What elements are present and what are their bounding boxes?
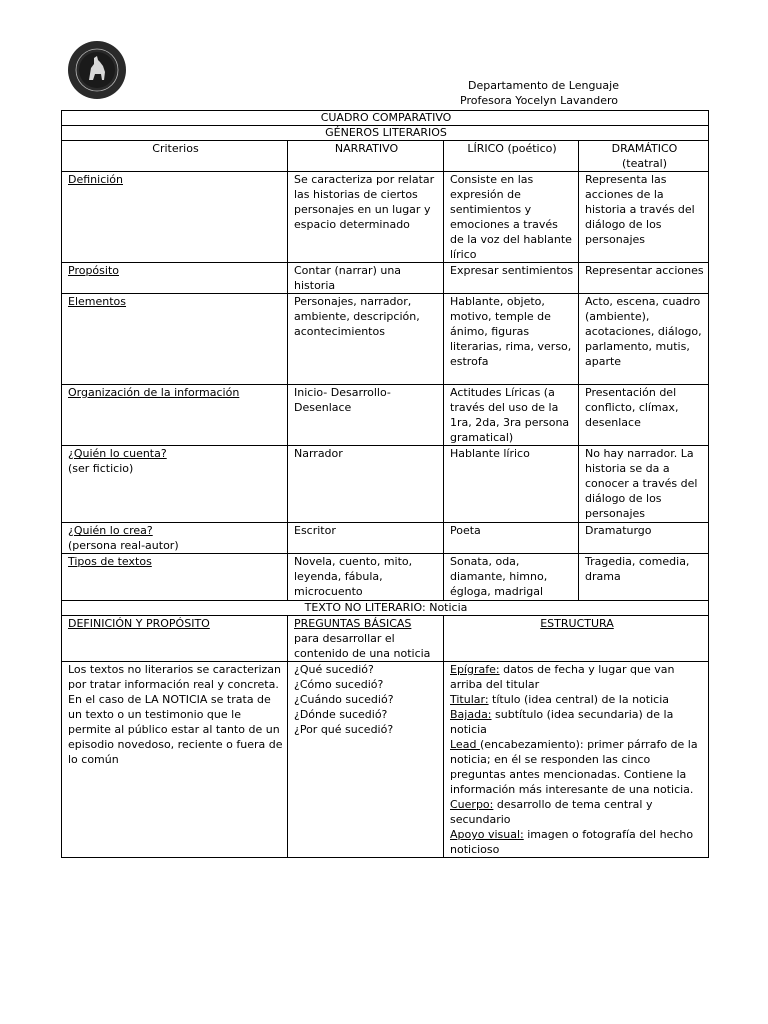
structure-item — [450, 797, 704, 827]
table-cell: Sonata, oda, diamante, himno, égloga, madrigal — [444, 554, 579, 601]
structure-term: Epígrafe: — [450, 663, 500, 676]
table-cell: Tragedia, comedia, drama — [579, 554, 709, 601]
row-label: ¿Quién lo crea? — [68, 524, 153, 537]
row-label-cell — [62, 385, 288, 446]
table-title-row — [62, 111, 709, 126]
table-cell: Escritor — [288, 523, 444, 554]
department-label: Departamento de Lenguaje — [468, 79, 619, 92]
structure-text: (encabezamiento): primer párrafo de la noticia; en él se responden las cinco preguntas antes mencionadas. Contiene la información más interesante de una noticia. — [450, 738, 698, 796]
teacher-label: Profesora Yocelyn Lavandero — [460, 94, 619, 107]
table-cell: Presentación del conflicto, clímax, desenlace — [579, 385, 709, 446]
structure-term: Bajada: — [450, 708, 492, 721]
table-cell: Poeta — [444, 523, 579, 554]
nonliterary-definition-text: Los textos no literarios se caracterizan por tratar información real y concreta. En el caso de LA NOTICIA se trata de un texto o un testimonio que le permite al público estar al tanto de un episodio novedoso, reciente o fuera de lo común — [62, 662, 288, 858]
col-dramatic-line1: DRAMÁTICO — [611, 142, 678, 155]
structure-item — [450, 692, 704, 707]
nonliterary-col-definition: DEFINICIÓN Y PROPÓSITO — [68, 617, 210, 630]
col-dramatic-line2: (teatral) — [621, 157, 668, 170]
table-subtitle: GÉNEROS LITERARIOS — [62, 126, 709, 141]
table-subtitle-row — [62, 126, 709, 141]
table-cell: Inicio- Desarrollo-Desenlace — [288, 385, 444, 446]
table-cell: Acto, escena, cuadro (ambiente), acotaciones, diálogo, parlamento, mutis, aparte — [579, 294, 709, 385]
table-cell: Hablante, objeto, motivo, temple de ánimo, figuras literarias, rima, verso, estrofa — [444, 294, 579, 385]
table-row — [62, 446, 709, 523]
nonliterary-col-questions-note: para desarrollar el contenido de una noticia — [294, 632, 431, 660]
nonliterary-col-structure: ESTRUCTURA — [540, 617, 614, 630]
structure-text: subtítulo (idea secundaria) de la noticia — [450, 708, 674, 736]
row-label: ¿Quién lo cuenta? — [68, 447, 167, 460]
table-cell: Representa las acciones de la historia a través del diálogo de los personajes — [579, 172, 709, 263]
structure-text: datos de fecha y lugar que van arriba del titular — [450, 663, 675, 691]
col-narrative: NARRATIVO — [288, 141, 444, 172]
row-label: Definición — [68, 173, 123, 186]
question-item: ¿Cómo sucedió? — [294, 678, 384, 691]
table-row — [62, 385, 709, 446]
table-row — [62, 172, 709, 263]
questions-list — [288, 662, 444, 858]
row-label-cell — [62, 446, 288, 523]
nonliterary-title-row — [62, 601, 709, 616]
question-item: ¿Cuándo sucedió? — [294, 693, 394, 706]
table-cell: No hay narrador. La historia se da a conocer a través del diálogo de los personajes — [579, 446, 709, 523]
table-cell: Representar acciones — [579, 263, 709, 294]
nonliterary-col-structure-cell — [444, 616, 709, 662]
structure-text: imagen o fotografía del hecho noticioso — [450, 828, 694, 856]
structure-term: Apoyo visual: — [450, 828, 524, 841]
table-cell: Narrador — [288, 446, 444, 523]
row-label: Propósito — [68, 264, 119, 277]
structure-term: Titular: — [450, 693, 489, 706]
structure-list — [444, 662, 709, 858]
row-note: (persona real-autor) — [68, 539, 179, 552]
nonliterary-title: TEXTO NO LITERARIO: Noticia — [62, 601, 709, 616]
row-label: Tipos de textos — [68, 555, 152, 568]
table-row — [62, 523, 709, 554]
row-label-cell — [62, 523, 288, 554]
structure-term: Cuerpo: — [450, 798, 494, 811]
table-cell: Personajes, narrador, ambiente, descripción, acontecimientos — [288, 294, 444, 385]
column-header-row — [62, 141, 709, 172]
nonliterary-header-row — [62, 616, 709, 662]
table-cell: Novela, cuento, mito, leyenda, fábula, microcuento — [288, 554, 444, 601]
nonliterary-col-questions-cell — [288, 616, 444, 662]
table-row — [62, 294, 709, 385]
row-label-cell — [62, 294, 288, 385]
table-cell: Consiste en las expresión de sentimientos y emociones a través de la voz del hablante lírico — [444, 172, 579, 263]
structure-text: desarrollo de tema central y secundario — [450, 798, 653, 826]
row-label-cell — [62, 263, 288, 294]
structure-text: título (idea central) de la noticia — [488, 693, 669, 706]
row-label-cell — [62, 172, 288, 263]
col-dramatic — [579, 141, 709, 172]
table-title: CUADRO COMPARATIVO — [62, 111, 709, 126]
structure-item — [450, 827, 704, 857]
table-row — [62, 554, 709, 601]
col-criteria: Criterios — [62, 141, 288, 172]
table-row — [62, 263, 709, 294]
question-item: ¿Por qué sucedió? — [294, 723, 394, 736]
table-cell: Contar (narrar) una historia — [288, 263, 444, 294]
structure-item — [450, 737, 704, 797]
row-label: Elementos — [68, 295, 127, 308]
school-crest-icon — [67, 40, 127, 100]
structure-item — [450, 707, 704, 737]
table-cell: Se caracteriza por relatar las historias de ciertos personajes en un lugar y espacio determinado — [288, 172, 444, 263]
table-cell: Hablante lírico — [444, 446, 579, 523]
nonliterary-content-row — [62, 662, 709, 858]
table-cell: Expresar sentimientos — [444, 263, 579, 294]
document-header — [460, 78, 619, 108]
table-cell: Dramaturgo — [579, 523, 709, 554]
table-cell: Actitudes Líricas (a través del uso de la 1ra, 2da, 3ra persona gramatical) — [444, 385, 579, 446]
row-note: (ser ficticio) — [68, 462, 134, 475]
row-label: Organización de la información — [68, 386, 240, 399]
comparison-table — [61, 110, 709, 858]
nonliterary-col-questions: PREGUNTAS BÁSICAS — [294, 617, 412, 630]
col-lyric: LÍRICO (poético) — [444, 141, 579, 172]
nonliterary-col-definition-cell — [62, 616, 288, 662]
row-label-cell — [62, 554, 288, 601]
structure-item — [450, 662, 704, 692]
question-item: ¿Dónde sucedió? — [294, 708, 388, 721]
structure-term: Lead — [450, 738, 480, 751]
question-item: ¿Qué sucedió? — [294, 663, 374, 676]
